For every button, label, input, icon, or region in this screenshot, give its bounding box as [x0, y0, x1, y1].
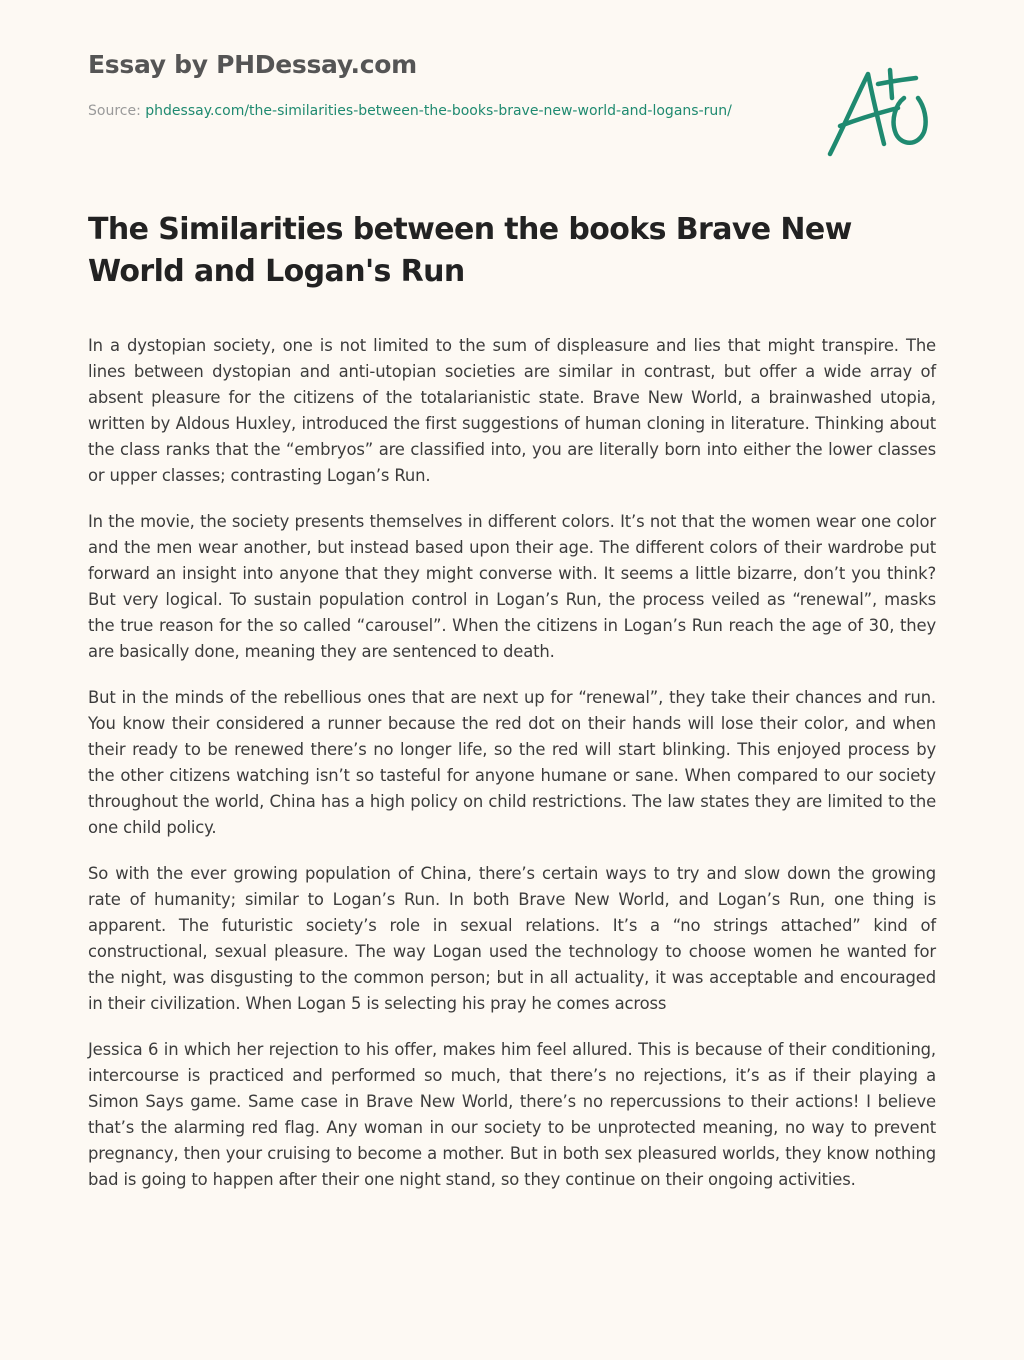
a-plus-icon: [826, 64, 930, 160]
site-brand[interactable]: Essay by PHDessay.com: [88, 50, 417, 79]
paragraph: But in the minds of the rebellious ones that are next up for “renewal”, they take their chances and run. You know their considered a runner because the red dot on their hands will lose their color, and when their ready to be renewed there’s no longer life, so the red will start blinking. This enjoyed process by the other citizens watching isn’t so tasteful for anyone humane or sane. When compared to our society throughout the world, China has a high policy on child restrictions. The law states they are limited to the one child policy.: [88, 688, 936, 837]
essay-body: [88, 333, 936, 1213]
paragraph: So with the ever growing population of China, there’s certain ways to try and slow down the growing rate of humanity; similar to Logan’s Run. In both Brave New World, and Logan’s Run, one thing is apparent. The futuristic society’s role in sexual relations. It’s a “no strings attached” kind of constructional, sexual pleasure. The way Logan used the technology to choose women he wanted for the night, was disgusting to the common person; but in all actuality, it was acceptable and encouraged in their civilization. When Logan 5 is selecting his pray he comes across: [88, 864, 936, 1013]
source-line: [88, 101, 778, 121]
source-link[interactable]: phdessay.com/the-similarities-between-the-books-brave-new-world-and-logans-run/: [145, 103, 732, 119]
paragraph: In a dystopian society, one is not limited to the sum of displeasure and lies that might transpire. The lines between dystopian and anti-utopian societies are similar in contrast, but offer a wide array of absent pleasure for the citizens of the totalarianistic state. Brave New World, a brainwashed utopia, written by Aldous Huxley, introduced the first suggestions of human cloning in literature. Thinking about the class ranks that the “embryos” are classified into, you are literally born into either the lower classes or upper classes; contrasting Logan’s Run.: [88, 336, 936, 485]
paragraph: In the movie, the society presents themselves in different colors. It’s not that the women wear one color and the men wear another, but instead based upon their age. The different colors of their wardrobe put forward an insight into anyone that they might converse with. It seems a little bizarre, don’t you think? But very logical. To sustain population control in Logan’s Run, the process veiled as “renewal”, masks the true reason for the so called “carousel”. When the citizens in Logan’s Run reach the age of 30, they are basically done, meaning they are sentenced to death.: [88, 512, 936, 661]
paragraph: Jessica 6 in which her rejection to his offer, makes him feel allured. This is because of their conditioning, intercourse is practiced and performed so much, that there’s no rejections, it’s as if their playing a Simon Says game. Same case in Brave New World, there’s no repercussions to their actions! I believe that’s the alarming red flag. Any woman in our society to be unprotected meaning, no way to prevent pregnancy, then your cruising to become a mother. But in both sex pleasured worlds, they know nothing bad is going to happen after their one night stand, so they continue on their ongoing activities.: [88, 1040, 936, 1189]
essay-title: The Similarities between the books Brave New World and Logan's Run: [88, 212, 852, 289]
source-label: Source:: [88, 103, 146, 119]
